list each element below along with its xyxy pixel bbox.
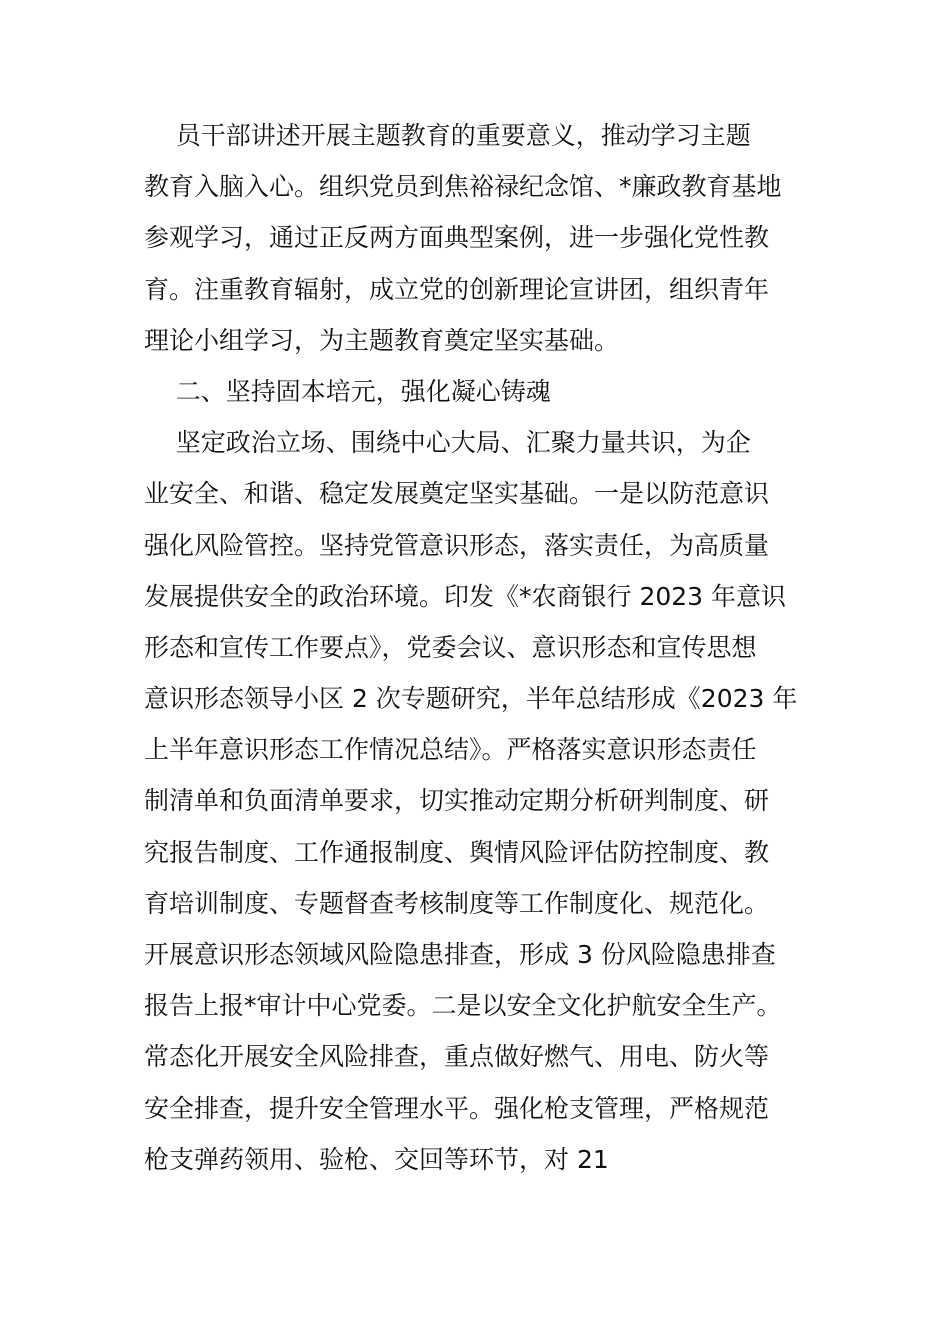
text-line: 常态化开展安全风险排查，重点做好燃气、用电、防火等 xyxy=(144,1042,770,1072)
text-line: 安全排查，提升安全管理水平。强化枪支管理，严格规范 xyxy=(144,1093,770,1123)
text-line: 形态和宣传工作要点》，党委会议、意识形态和宣传思想 xyxy=(144,632,757,662)
document-body xyxy=(144,110,824,1185)
text-line: 意识形态领导小区 2 次专题研究，半年总结形成《2023 年 xyxy=(144,684,798,714)
text-line: 强化风险管控。坚持党管意识形态，落实责任，为高质量 xyxy=(144,530,770,560)
text-line: 坚定政治立场、围绕中心大局、汇聚力量共识，为企 xyxy=(144,428,751,458)
text-line: 上半年意识形态工作情况总结》。严格落实意识形态责任 xyxy=(144,735,757,765)
text-line: 育培训制度、专题督查考核制度等工作制度化、规范化。 xyxy=(144,888,770,918)
text-line: 员干部讲述开展主题教育的重要意义，推动学习主题 xyxy=(144,121,751,150)
text-line: 理论小组学习，为主题教育奠定坚实基础。 xyxy=(144,325,620,355)
section-heading: 二、坚持固本培元，强化凝心铸魂 xyxy=(144,376,551,406)
text-line: 制清单和负面清单要求，切实推动定期分析研判制度、研 xyxy=(144,786,770,816)
text-line: 枪支弹药领用、验枪、交回等环节，对 21 xyxy=(144,1144,609,1174)
text-line: 究报告制度、工作通报制度、舆情风险评估防控制度、教 xyxy=(144,837,770,867)
text-line: 参观学习，通过正反两方面典型案例，进一步强化党性教 xyxy=(144,223,770,253)
text-line: 开展意识形态领域风险隐患排查，形成 3 份风险隐患排查 xyxy=(144,940,776,969)
text-line: 业安全、和谐、稳定发展奠定坚实基础。一是以防范意识 xyxy=(144,479,770,509)
text-line: 报告上报*审计中心党委。二是以安全文化护航安全生产。 xyxy=(144,991,782,1021)
text-line: 教育入脑入心。组织党员到焦裕禄纪念馆、*廉政教育基地 xyxy=(144,172,782,202)
text-line: 育。注重教育辐射，成立党的创新理论宣讲团，组织青年 xyxy=(144,274,770,304)
text-line: 发展提供安全的政治环境。印发《*农商银行 2023 年意识 xyxy=(144,581,787,611)
